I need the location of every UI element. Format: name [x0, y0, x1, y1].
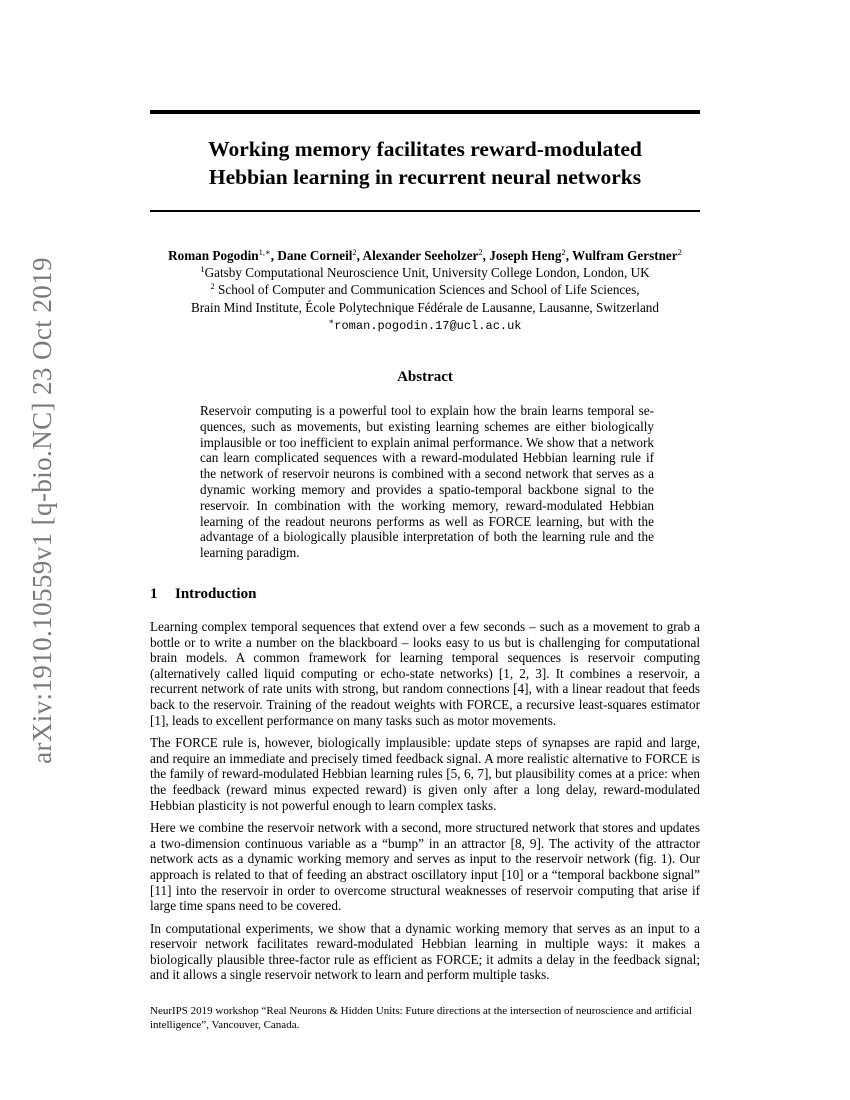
abstract-heading: Abstract [397, 369, 453, 385]
affiliation-2-continued: Brain Mind Institute, École Polytechnique Fédérale de Lausanne, Lausanne, Switzerland [190, 299, 659, 315]
section-heading [150, 586, 256, 603]
section-title: Introduction [175, 586, 257, 602]
corresponding-email: ∗roman.pogodin.17@ucl.ac.uk [328, 315, 522, 333]
author-affiliation-mark: 1,∗ [258, 247, 271, 257]
affiliation-1: $^1$Gatsby Computational Neuroscience Unit, University College London, London, UK [200, 264, 650, 281]
paragraph: The FORCE rule is, however, biologically implausible: update steps of synapses are rapid and large, and require an immediate and precisely timed feedback signal. A more realistic alternative to FORCE is the family of reward-modulated Hebbian learning rules [5, 6, 7], but plausibility comes at a price: when the feedback (reward minus expected reward) is given only after a long delay, reward-modulated Hebbian plasticity is not powerful enough to learn complex tasks. [150, 735, 700, 813]
author-block [120, 247, 730, 335]
introduction-body [150, 619, 700, 990]
paragraph: Learning complex temporal sequences that extend over a few seconds – such as a movement to grab a bottle or to write a number on the blackboard – looks easy to us but is challenging for computational brain models. A common framework for learning temporal sequences is reservoir computing (alternatively called liquid computing or echo-state networks) [1, 2, 3]. It combines a reservoir, a recurrent network of rate units with strong, but random connections [4], with a linear readout that feeds back to the reservoir. Training of the readout weights with FORCE, a recursive least-squares estimator [1], leads to excellent performance on many tasks such as motor movements. [150, 619, 700, 728]
paragraph: In computational experiments, we show that a dynamic working memory that serves as an input to a reservoir network facilitates reward-modulated Hebbian learning in multiple ways: it makes a biologically plausible three-factor rule as efficient as FORCE; it admits a delay in the feedback signal; and it allows a single reservoir network to learn and perform multiple tasks. [150, 920, 700, 983]
title-bottom-rule [150, 210, 700, 212]
author-name: Alexander Seeholzer [362, 248, 479, 263]
author-affiliation-mark: 2 [478, 247, 483, 257]
author-name: Wulfram Gerstner [572, 248, 678, 263]
affiliation-2: $^2$ School of Computer and Communication Sciences and School of Life Sciences, [210, 281, 640, 298]
author-name: Roman Pogodin [168, 248, 259, 263]
author-list: Roman Pogodin$^{1,∗}$, Dane Corneil$^2$, Alexander Seeholzer$^2$, Joseph Heng$^2$, Wulfram Gerstner$^2$ [168, 247, 682, 263]
author-affiliation-mark: 2 [561, 247, 566, 257]
author-name: Dane Corneil [277, 248, 353, 263]
paper-title [150, 135, 700, 191]
venue-footnote: NeurIPS 2019 workshop “Real Neurons & Hidden Units: Future directions at the intersection of neuroscience and artificial intelligence”, Vancouver, Canada. [150, 1005, 692, 1031]
author-affiliation-mark: 2 [352, 247, 357, 257]
author-name: Joseph Heng [489, 248, 562, 263]
title-top-rule [150, 110, 700, 114]
paragraph: Here we combine the reservoir network with a second, more structured network that stores and updates a two-dimension continuous variable as a “bump” in an attractor [8, 9]. The activity of the attractor network acts as a dynamic working memory and serves as input to the reservoir network (fig. 1). Our approach is related to that of feeding an abstract oscillatory input [10] or a “temporal backbone signal” [11] into the reservoir in order to overcome structural weaknesses of reservoir computing that arise if large time spans need to be covered. [150, 820, 700, 914]
arxiv-identifier-text: arXiv:1910.10559v1 [q-bio.NC] 23 Oct 2019 [26, 256, 57, 764]
section-number: 1 [150, 586, 158, 602]
title-line: Hebbian learning in recurrent neural networks [208, 165, 642, 189]
author-affiliation-mark: 2 [677, 247, 682, 257]
title-line: Working memory facilitates reward-modulated [208, 137, 642, 161]
abstract-text: Reservoir computing is a powerful tool to explain how the brain learns temporal sequences, such as movements, but existing learning schemes are either biologically implausible or too inefficient to explain animal performance. We show that a network can learn complicated sequences with a reward-modulated Hebbian learning rule if the network of reservoir neurons is combined with a second network that serves as a dynamic working memory and provides a spatio-temporal backbone signal to the reservoir. In combination with the working memory, reward-modulated Hebbian learning of the readout neurons performs as well as FORCE learning, but with the advantage of a biologically plausible interpretation of both the learning rule and the learning paradigm. [200, 403, 654, 561]
arxiv-identifier [22, 256, 62, 764]
